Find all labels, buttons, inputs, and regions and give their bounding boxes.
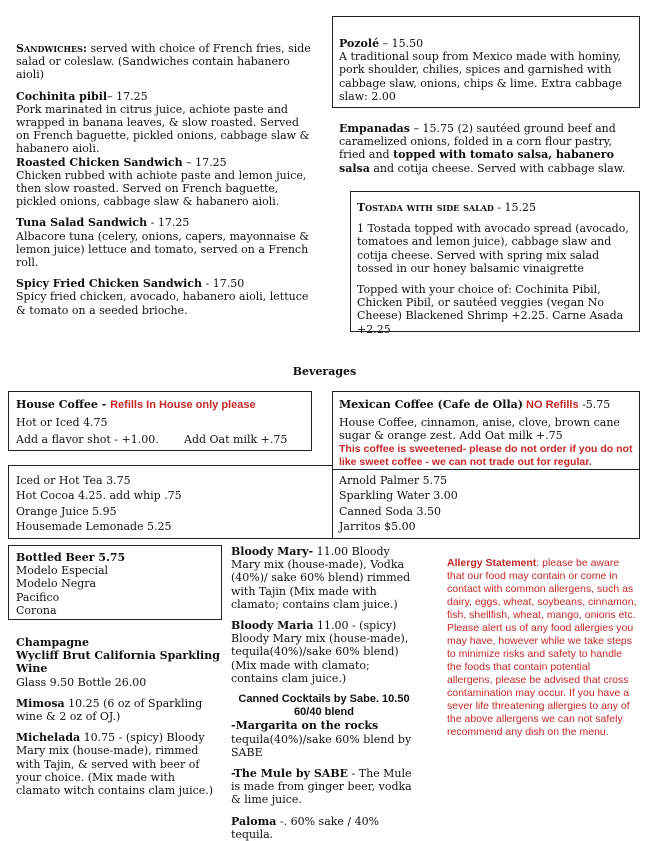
sweetened-warning: This coffee is sweetened- please do not order if you do not like sweet coffee - we can not trade out for regular. <box>339 442 633 468</box>
list-item: Orange Juice 5.95 <box>16 504 117 518</box>
list-item: Iced or Hot Tea 3.75 <box>16 474 131 487</box>
menu-item-name: Pozolé – 15.50 <box>339 37 424 50</box>
menu-item-name: Cochinita pibil– 17.25 <box>16 89 148 103</box>
canned-subheading: 60/40 blend <box>294 706 354 719</box>
beer-heading: Bottled Beer 5.75 <box>16 551 126 564</box>
list-item: Arnold Palmer 5.75 <box>339 474 448 487</box>
house-coffee-section: House Coffee - Refills In House only please Hot or Iced 4.75 Add a flavor shot - +1.00. Add Oat milk +.75 <box>16 398 288 447</box>
pozole-section <box>339 37 637 103</box>
menu-item-name: -Margarita on the rocks <box>231 719 379 733</box>
menu-item-desc: Spicy fried chicken, avocado, habanero aioli, lettuce & tomato on a seeded brioche. <box>16 290 309 317</box>
menu-item-desc: House Coffee, cinnamon, anise, clove, brown cane sugar & orange zest. Add Oat milk +.75 <box>339 416 620 443</box>
menu-item-name: Tostada with side salad - 15.25 <box>357 201 537 214</box>
list-item: Corona <box>16 603 57 617</box>
menu-item-name: Tuna Salad Sandwich - 17.25 <box>16 216 190 230</box>
menu-item-name: -The Mule by SABE <box>231 767 349 781</box>
menu-item-name: Michelada <box>16 731 81 745</box>
mexican-coffee-section: Mexican Coffee (Cafe de Olla) NO Refills -5.75 House Coffee, cinnamon, anise, clove, brown cane sugar & orange zest. Add Oat milk +.75 This coffee is sweetened- please do not order if you do not like sweet coffee - we can not trade out for regular. <box>339 398 637 469</box>
refill-note: Refills In House only please <box>110 399 256 411</box>
menu-item-name: Empanadas <box>339 122 410 135</box>
beer-section <box>16 551 216 617</box>
drinks-right-list <box>339 473 637 535</box>
list-item: Jarritos $5.00 <box>339 520 416 534</box>
menu-item-name: Spicy Fried Chicken Sandwich - 17.50 <box>16 277 245 291</box>
menu-item-name: Wycliff Brut California Sparkling Wine <box>16 649 220 676</box>
list-item: Hot Cocoa 4.25. add whip .75 <box>16 489 182 503</box>
menu-item-name: Paloma <box>231 814 277 828</box>
cocktails-section: Bloody Mary- 11.00 Bloody Mary mix (house-made), Vodka (40%)/ sake 60% blend) rimmed with Tajin (Mix made with clamato; contains clam juice.) Bloody Maria 11.00 - (spicy) Bloody Mary mix (house-made), tequila(40%)/sake 60% blend) (Mix made with clamato; contains clam juice.) Canned Cocktails by Sabe. 10.50 60/40 blend -Margarita on the rocks tequila(40%)/sake 60% blend by SABE -The Mule by SABE - The Mule is made from ginger beer, vodka & lime juice. Paloma -. 60% sake / 40% tequila. <box>231 545 417 841</box>
list-item: Housemade Lemonade 5.25 <box>16 520 172 534</box>
list-item: Canned Soda 3.50 <box>339 504 441 518</box>
canned-heading: Canned Cocktails by Sabe. 10.50 <box>238 693 410 706</box>
refill-note: NO Refills <box>522 399 579 411</box>
menu-item-desc: Pork marinated in citrus juice, achiote paste and wrapped in banana leaves, & slow roasted. Served on French baguette, pickled onions, cabbage slaw & habanero aioli. <box>16 102 310 156</box>
menu-item-name: Mexican Coffee (Cafe de Olla) <box>339 398 523 411</box>
list-item: Modelo Negra <box>16 577 97 591</box>
list-item: Sparkling Water 3.00 <box>339 489 458 503</box>
menu-item-desc: Chicken rubbed with achiote paste and lemon juice, then slow roasted. Served on French baguette, pickled onions, cabbage slaw & habanero aioli. <box>16 168 307 209</box>
menu-item-name: House Coffee - <box>16 398 111 411</box>
allergy-statement: Allergy Statement: please be aware that our food may contain or come in contact with common allergens, such as dairy, eggs, wheat, soybeans, cinnamon, fish, shellfish, wheat, mango, onions etc. Please alert us of any food allergies you may have, however while we take steps to minimize risks and safety to handle the foods that contain potential allergens, please be advised that cross contamination may occur. If you have a sever life threatening allergies to any of the above allergens we can not safely recommend any dish on the menu. <box>447 557 637 738</box>
menu-item-desc: A traditional soup from Mexico made with hominy, pork shoulder, chilies, spices and garnished with cabbage slaw, onions, chips & lime. Extra cabbage slaw: 2.00 <box>339 50 622 103</box>
sandwiches-section <box>16 42 312 317</box>
menu-item-desc: Albacore tuna (celery, onions, capers, mayonnaise & lemon juice) lettuce and tomato, served on a French roll. <box>16 229 309 270</box>
menu-item-desc: tequila(40%)/sake 60% blend by SABE <box>231 732 412 759</box>
sandwiches-intro: Sandwiches: served with choice of French fries, side salad or coleslaw. (Sandwiches contain habanero aioli) <box>16 42 311 82</box>
sandwiches-heading: Sandwiches: <box>16 42 87 55</box>
empanadas-section: Empanadas – 15.75 (2) sautéed ground beef and caramelized onions, folded in a corn flour pastry, fried and topped with tomato salsa, habanero salsa and cotija cheese. Served with cabbage slaw. <box>339 122 626 175</box>
champagne-heading: Champagne <box>16 636 90 649</box>
champagne-section: Champagne Wycliff Brut California Sparkling Wine Glass 9.50 Bottle 26.00 Mimosa 10.25 (6 oz of Sparkling wine & 2 oz of OJ.) Michelada 10.75 - (spicy) Bloody Mary mix (house-made), rimmed with Tajin, & served with beer of your choice. (Mix made with clamato witch contains clam juice.) <box>16 636 220 798</box>
list-item: Modelo Especial <box>16 564 109 578</box>
menu-item-desc: 1 Tostada topped with avocado spread (avocado, tomatoes and lemon juice), cabbage slaw and cotija cheese. Served with spring mix salad tossed in our honey balsamic vinaigrette <box>357 222 629 275</box>
list-item: Pacifico <box>16 590 60 604</box>
menu-item-name: Mimosa <box>16 696 65 710</box>
tostada-section <box>357 201 637 336</box>
menu-item-name: Bloody Maria <box>231 619 314 633</box>
beverages-heading: Beverages <box>292 365 357 378</box>
menu-item-name: Bloody Mary- <box>231 545 314 558</box>
drinks-left-list <box>16 473 316 535</box>
menu-item-name: Roasted Chicken Sandwich – 17.25 <box>16 155 227 169</box>
allergy-heading: Allergy Statement <box>447 557 537 569</box>
menu-item-price: Glass 9.50 Bottle 26.00 <box>16 675 147 689</box>
tostada-choice: Topped with your choice of: Cochinita Pibil, Chicken Pibil, or sautéed veggies (vegan No Cheese) Blackened Shrimp +2.25. Carne Asada +2.25 <box>357 283 624 336</box>
